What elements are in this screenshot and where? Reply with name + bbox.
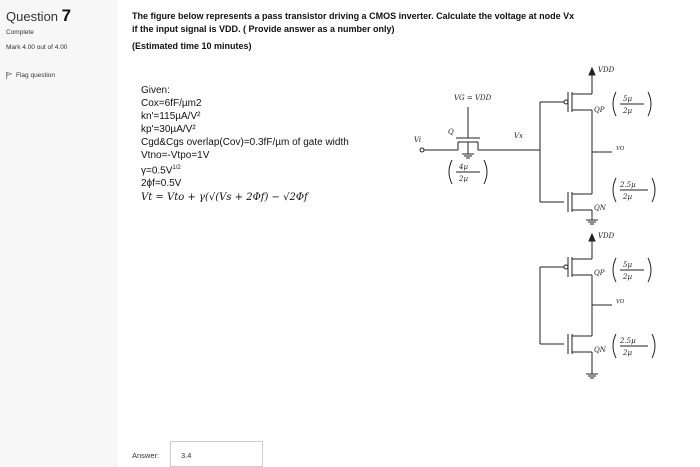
qp1-label: QP: [594, 106, 605, 114]
flag-question-link[interactable]: [6, 72, 55, 79]
param-gamma-text: γ=0.5V: [141, 165, 173, 177]
qn2-ratio-den: 2µ: [623, 349, 633, 357]
vdd-second-label: VDD: [598, 232, 615, 240]
qp2-label: QP: [594, 269, 605, 277]
vx-label: Vx: [514, 132, 524, 140]
given-parameters: [141, 84, 349, 204]
param-cox: Cox=6fF/µm2: [141, 98, 202, 109]
param-cov: Cgd&Cgs overlap(Cov)=0.3fF/µm of gate width: [141, 137, 349, 148]
param-phi: 2ϕf=0.5V: [141, 178, 182, 190]
pass-ratio-den: 2µ: [459, 175, 469, 183]
qn2-label: QN: [594, 346, 606, 354]
vdd-top-label: VDD: [598, 66, 615, 74]
vdd2-arrow: [589, 234, 595, 241]
question-number: [6, 6, 71, 26]
circuit-diagram: [380, 62, 680, 392]
qp1-ratio-num: 5µ: [623, 95, 633, 103]
qp2-ratio-den: 2µ: [623, 273, 633, 281]
qn1-ratio-num: 2.5µ: [620, 181, 636, 189]
question-status: Complete: [6, 29, 34, 36]
answer-input[interactable]: 3.4: [170, 441, 263, 467]
qn1-label: QN: [594, 204, 606, 212]
vdd1-arrow: [589, 68, 595, 75]
question-mark: Mark 4.00 out of 4.00: [6, 44, 68, 51]
threshold-formula: Vt = Vto + γ(√(Vs + 2Φf) − √2Φf: [141, 192, 308, 204]
pass-ratio-num: 4µ: [459, 163, 469, 171]
prompt-line-1: The figure below represents a pass transistor driving a CMOS inverter. Calculate the voltage at node Vx: [132, 11, 575, 21]
param-kn: kn'=115µA/V²: [141, 111, 201, 122]
qn2-ratio-num: 2.5µ: [620, 337, 636, 345]
estimated-time: (Estimated time 10 minutes): [132, 41, 252, 51]
vo2-label: VO: [616, 299, 625, 305]
given-heading: Given:: [141, 85, 170, 96]
prompt-line-2: if the input signal is VDD. ( Provide answer as a number only): [132, 23, 395, 34]
vg-label: VG = VDD: [454, 94, 492, 102]
pass-ratio-paren-left: [449, 160, 452, 184]
pass-transistor-label: Q: [448, 128, 454, 136]
vi-terminal: [420, 148, 424, 152]
qp2-ratio-num: 5µ: [623, 261, 633, 269]
param-gamma-exponent: 1/2: [172, 165, 181, 171]
param-kp: kp'=30µA/V²: [141, 124, 196, 135]
param-gamma: [141, 162, 349, 177]
qp1-ratio-den: 2µ: [623, 107, 633, 115]
qn1-ratio-den: 2µ: [623, 193, 633, 201]
flag-icon: [6, 72, 13, 79]
pass-ratio-paren-right: [484, 160, 487, 184]
param-vt: Vtno=-Vtpo=1V: [141, 150, 210, 161]
question-number-value: 7: [61, 6, 72, 25]
vo1-label: VO: [616, 146, 625, 152]
question-label: Question: [6, 9, 59, 24]
answer-label: Answer:: [132, 451, 160, 460]
flag-question-label: Flag question: [16, 72, 56, 79]
vi-label: Vi: [414, 136, 422, 144]
question-prompt: [132, 10, 672, 53]
question-info-panel: [0, 0, 118, 467]
